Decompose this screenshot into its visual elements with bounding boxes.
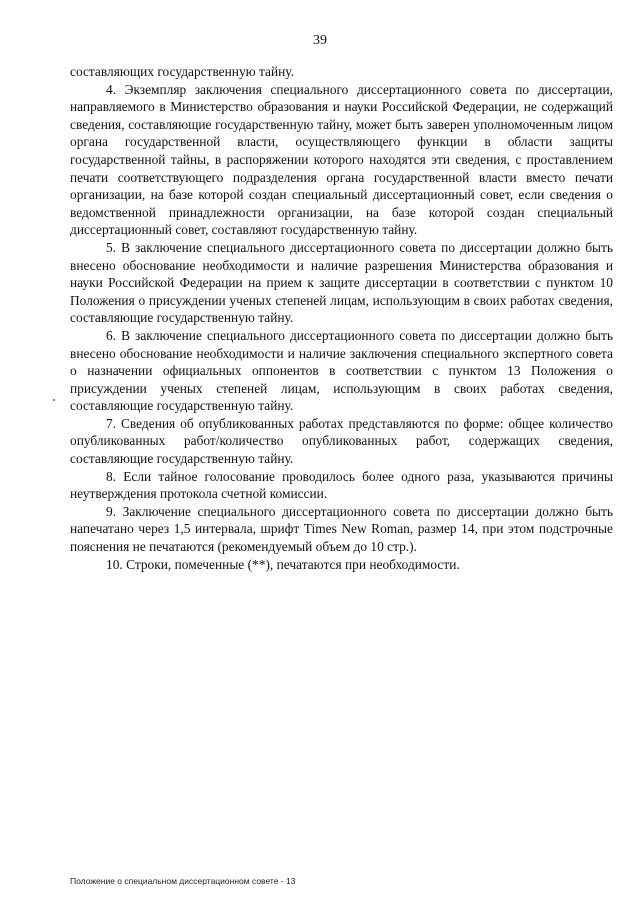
paragraph-item-7: 7. Сведения об опубликованных работах представляются по форме: общее количество опубликованных работ/количество опубликованных работ, содержащих сведения, составляющие государственную тайну. [70, 415, 613, 467]
paragraph-continuation: составляющих государственную тайну. [70, 64, 294, 79]
paragraph-item-8: 8. Если тайное голосование проводилось более одного раза, указываются причины неутверждения протокола счетной комиссии. [70, 468, 613, 502]
paragraph-item-9: 9. Заключение специального диссертационного совета по диссертации должно быть напечатано через 1,5 интервала, шрифт Times New Roman, размер 14, при этом подстрочные пояснения не печатаются (рекомендуемый объем до 10 стр.). [70, 503, 613, 555]
document-body [70, 63, 613, 573]
scan-margin-dot [53, 399, 55, 401]
paragraph-item-5: 5. В заключение специального диссертационного совета по диссертации должно быть внесено обоснование необходимости и наличие разрешения Министерства образования и науки Российской Федерации на прием к защите диссертации в соответствии с пунктом 10 Положения о присуждении ученых степеней лицам, использующим в своих работах сведения, составляющие государственную тайну. [70, 239, 613, 326]
paragraph-item-10: 10. Строки, помеченные (**), печатаются при необходимости. [106, 556, 460, 572]
page-number: 39 [313, 33, 327, 48]
paragraph-item-4: 4. Экземпляр заключения специального диссертационного совета по диссертации, направляемого в Министерство образования и науки Российской Федерации, не содержащий сведения, составляющие государственную тайну, может быть заверен уполномоченным лицом органа государственной власти, осуществляющего функции в области защиты государственной тайны, в распоряжении которого находятся эти сведения, с проставлением печати соответствующего подразделения органа государственной власти вместо печати организации, на базе которой создан специальный диссертационный совет, если сведения о ведомственной принадлежности организации, на базе которой создан специальный диссертационный совет, составляют государственную тайну. [70, 81, 613, 238]
page-footer: Положение о специальном диссертационном совете - 13 [70, 876, 296, 886]
paragraph-item-6: 6. В заключение специального диссертационного совета по диссертации должно быть внесено обоснование необходимости и наличие заключения специального экспертного совета о назначении официальных оппонентов в соответствии с пунктом 13 Положения о присуждении ученых степеней лицам, использующим в своих работах сведения, составляющие государственную тайну. [70, 327, 613, 414]
